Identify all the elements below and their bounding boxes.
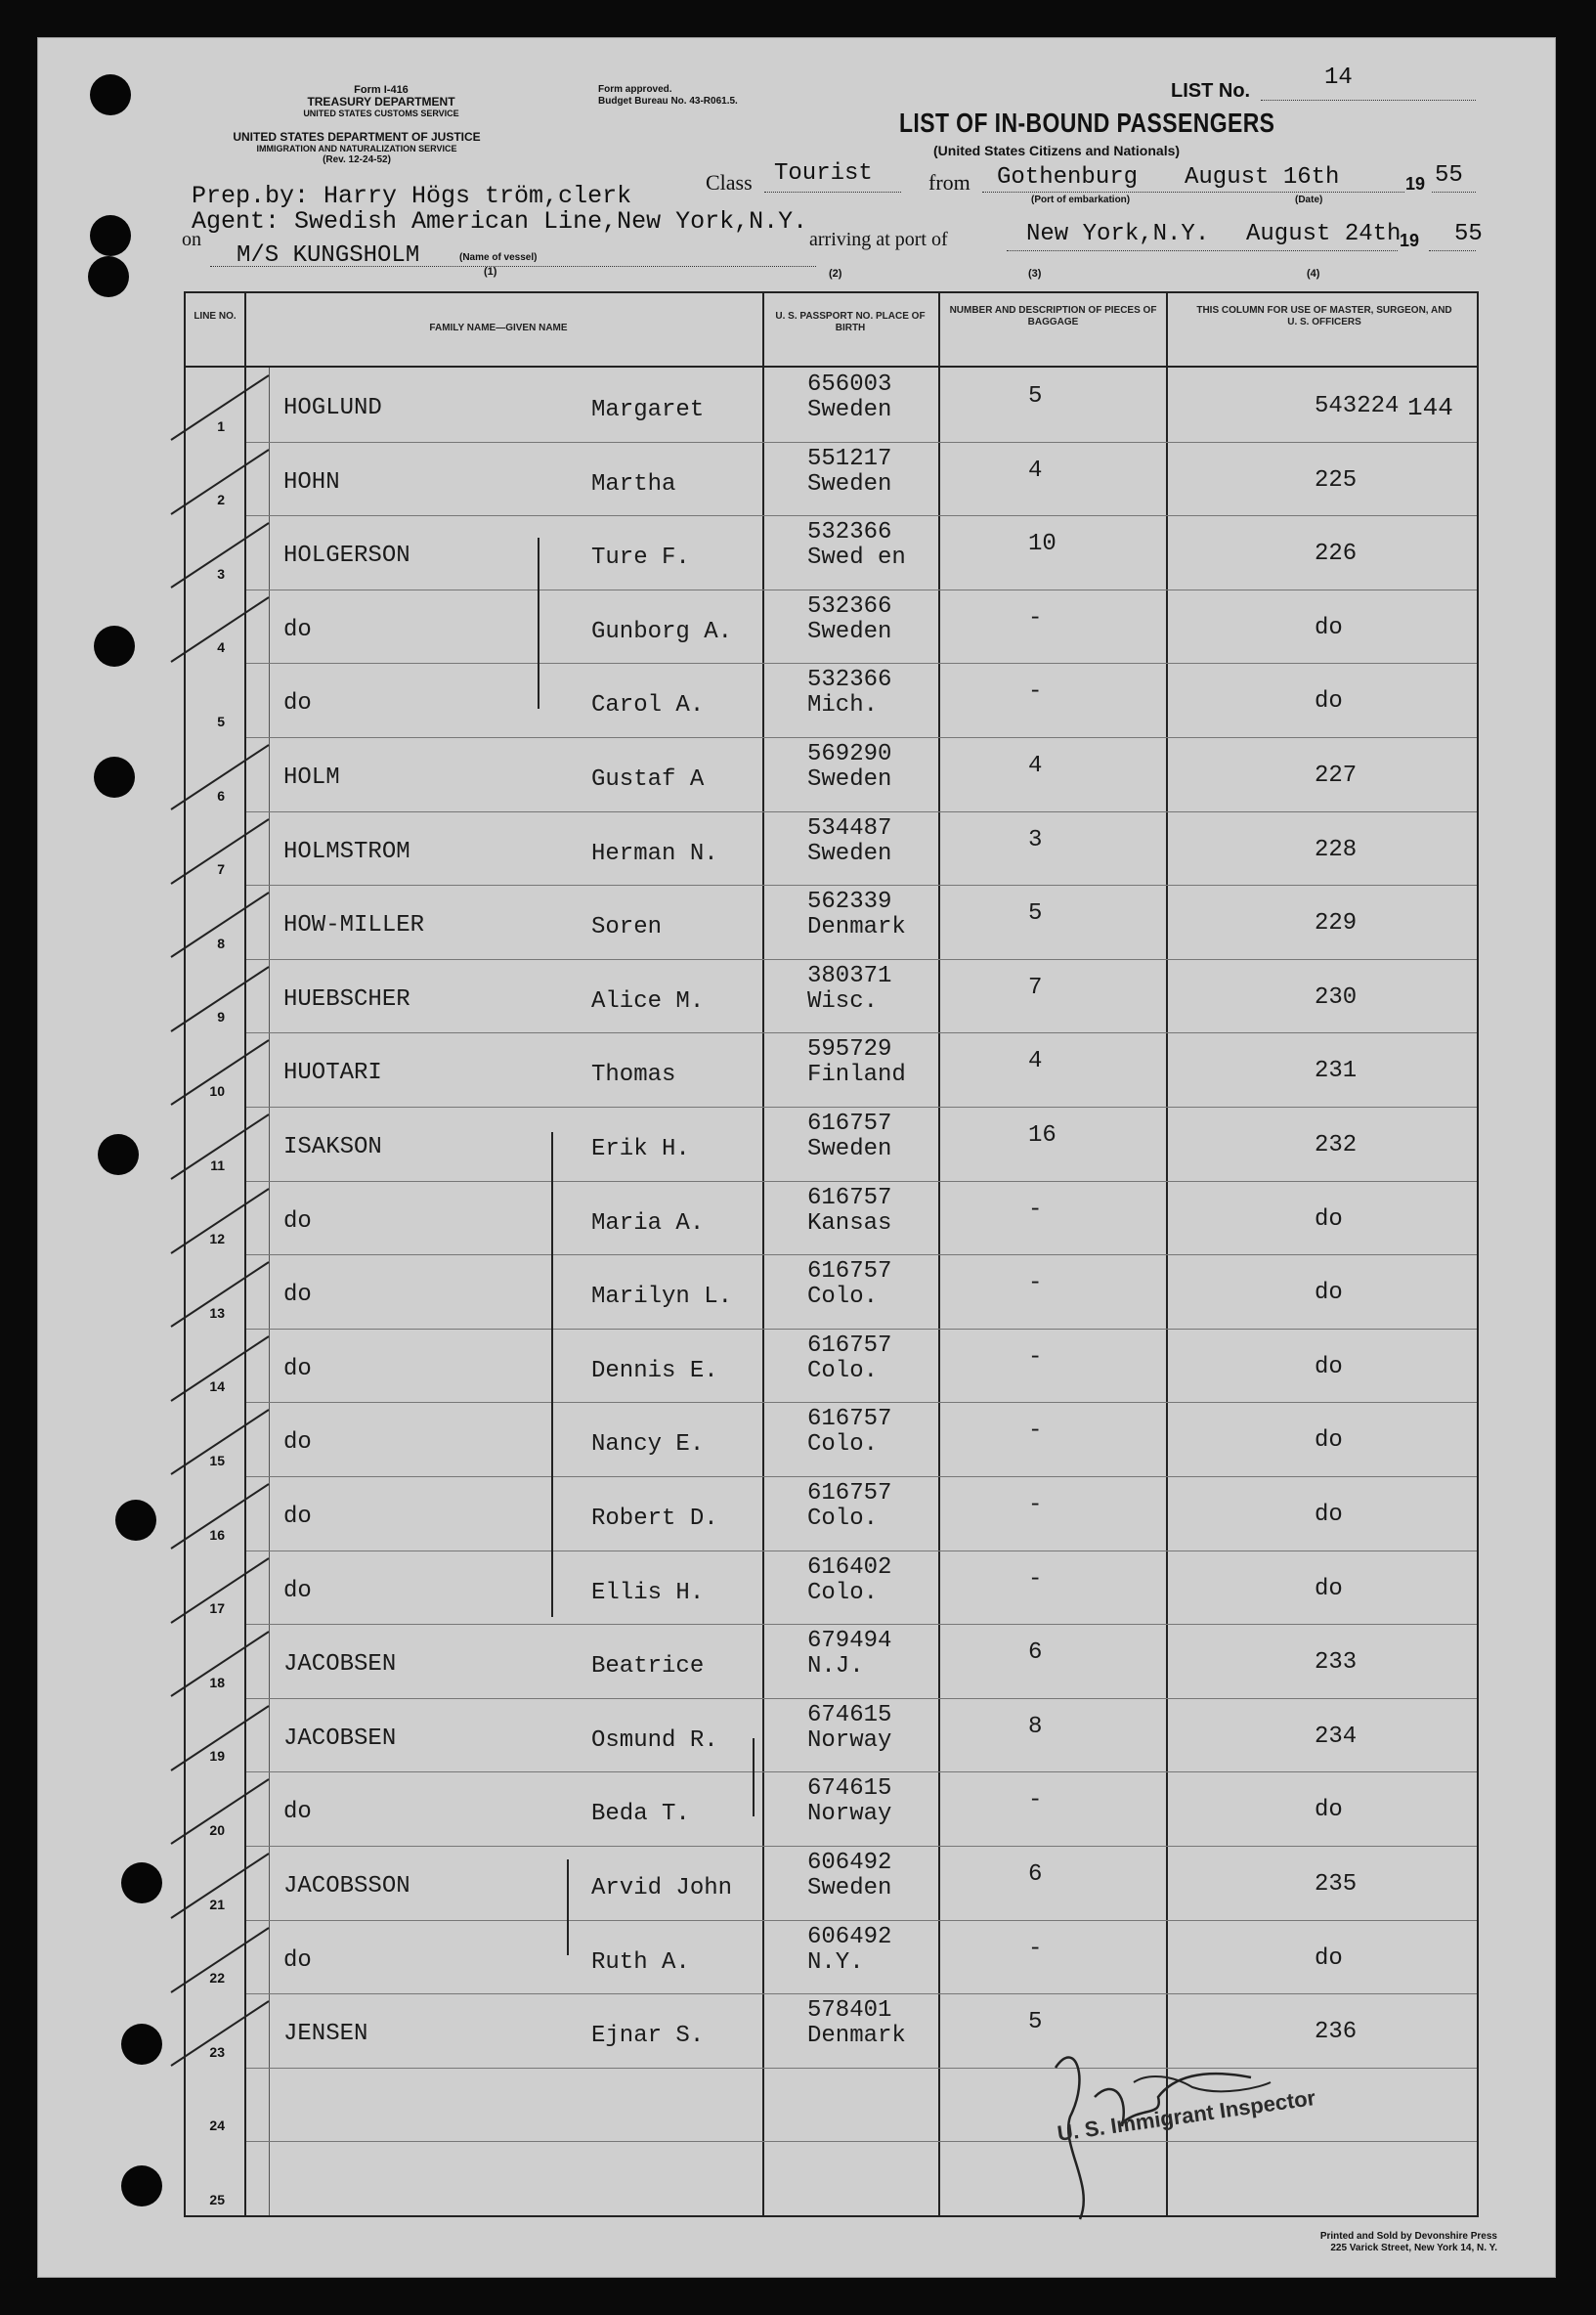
baggage-count: 4 (1028, 753, 1043, 779)
line-number: 15 (209, 1453, 225, 1468)
list-no-label: LIST No. (1171, 80, 1251, 102)
punch-hole (121, 2024, 162, 2065)
passport-no: 616757 (807, 1406, 892, 1433)
officer-number: do (1315, 1944, 1343, 1972)
officer-number: 235 (1315, 1871, 1358, 1898)
family-name: HOW-MILLER (283, 912, 425, 939)
place-of-birth: Sweden (807, 1136, 892, 1162)
place-of-birth: Swed en (807, 545, 906, 572)
line-number: 13 (209, 1304, 225, 1321)
given-name: Maria A. (591, 1209, 705, 1237)
family-name: do (283, 1355, 312, 1382)
place-of-birth: Sweden (807, 397, 892, 423)
form-approved: Form approved. (598, 84, 672, 95)
passport-no: 616757 (807, 1111, 892, 1137)
prepared-by: Prep.by: Harry Högs tröm,clerk (192, 182, 632, 210)
passenger-table (184, 291, 1479, 2217)
passport-no: 534487 (807, 814, 892, 842)
col-head-officers: THIS COLUMN FOR USE OF MASTER, SURGEON, AND U. S. OFFICERS (1196, 305, 1452, 328)
arriving-label: arriving at port of (809, 229, 948, 250)
arrival-date: August 24th (1246, 221, 1402, 247)
baggage-count: 7 (1028, 974, 1043, 1001)
family-name: do (283, 1577, 312, 1604)
given-name: Beda T. (591, 1801, 690, 1828)
place-of-birth: Wisc. (807, 987, 879, 1015)
from-label: from (928, 170, 971, 195)
family-name: JACOBSSON (283, 1873, 410, 1900)
checkmark-stroke (166, 1406, 274, 1484)
row-divider (246, 1624, 1477, 1625)
officer-number: 232 (1315, 1132, 1358, 1158)
family-bracket (538, 538, 539, 709)
checkmark-stroke (166, 1332, 274, 1411)
given-name: Ruth A. (591, 1948, 690, 1976)
place-of-birth: Sweden (807, 1875, 892, 1901)
agent-line: Agent: Swedish American Line,New York,N.Y. (192, 207, 808, 236)
year-prefix: 19 (1405, 174, 1426, 194)
family-name: do (283, 690, 312, 718)
department-immigration: IMMIGRATION AND NATURALIZATION SERVICE (256, 144, 457, 153)
given-name: Gunborg A. (591, 618, 733, 645)
punch-hole (115, 1500, 156, 1541)
line-number: 12 (209, 1231, 225, 1247)
passport-no: 616757 (807, 1258, 892, 1286)
from-port: Gothenburg (997, 164, 1139, 191)
place-of-birth: Sweden (807, 618, 892, 645)
officer-number: do (1315, 1353, 1343, 1380)
date-note: (Date) (1295, 195, 1323, 205)
baggage-count: 4 (1028, 457, 1043, 484)
officer-number: 236 (1315, 2019, 1358, 2046)
line-number: 20 (209, 1822, 225, 1838)
row-divider (246, 1846, 1477, 1847)
given-name: Soren (591, 914, 663, 941)
family-name: do (283, 1504, 312, 1530)
row-divider (246, 737, 1477, 738)
punch-hole (98, 1134, 139, 1175)
printer-footer-line1: Printed and Sold by Devonshire Press (1319, 2231, 1497, 2242)
family-name: HOLMSTROM (283, 838, 410, 865)
punch-hole (90, 74, 131, 115)
line-number: 9 (217, 1009, 225, 1026)
officer-number: do (1315, 614, 1343, 641)
officer-number: 226 (1315, 541, 1358, 568)
baggage-count: 10 (1028, 531, 1057, 558)
given-name: Alice M. (591, 987, 705, 1015)
row-divider (246, 442, 1477, 443)
passport-no: 532366 (807, 519, 892, 546)
from-date: August 16th (1185, 164, 1340, 191)
line-number: 17 (209, 1600, 225, 1617)
family-name: do (283, 1207, 312, 1235)
given-name: Herman N. (591, 840, 718, 867)
given-name: Osmund R. (591, 1726, 718, 1754)
checkmark-stroke (166, 1924, 274, 2002)
row-divider (246, 1476, 1477, 1477)
family-name: HOHN (283, 468, 340, 496)
place-of-birth: Norway (807, 1801, 892, 1828)
row-divider (246, 959, 1477, 960)
place-of-birth: Denmark (807, 2023, 906, 2050)
checkmark-stroke (166, 1480, 274, 1558)
checkmark-stroke (166, 1036, 274, 1114)
line-number: 14 (209, 1378, 225, 1395)
place-of-birth: Sweden (807, 840, 892, 867)
checkmark-stroke (166, 1554, 274, 1633)
family-name: JENSEN (283, 2021, 368, 2048)
line-number: 22 (209, 1970, 225, 1987)
row-divider (246, 1402, 1477, 1403)
place-of-birth: Colo. (807, 1431, 879, 1459)
family-name: do (283, 1429, 312, 1457)
row-divider (246, 1920, 1477, 1921)
line-number: 4 (217, 639, 225, 656)
officer-number: do (1315, 1427, 1343, 1455)
family-name: JACOBSEN (283, 1651, 397, 1679)
checkmark-stroke (166, 1111, 274, 1189)
given-name: Martha (591, 470, 676, 498)
line-number: 21 (209, 1896, 225, 1912)
officer-number: 225 (1315, 466, 1358, 494)
given-name: Nancy E. (591, 1431, 705, 1459)
row-divider (246, 811, 1477, 812)
family-bracket (753, 1738, 755, 1816)
given-name: Ellis H. (591, 1579, 705, 1606)
checkmark-stroke (166, 1258, 274, 1336)
line-number: 6 (217, 787, 225, 804)
place-of-birth: N.J. (807, 1653, 864, 1681)
given-name: Margaret (591, 397, 705, 423)
row-divider (246, 885, 1477, 886)
checkmark-stroke (166, 1702, 274, 1780)
given-name: Thomas (591, 1062, 676, 1089)
officer-number: 234 (1315, 1723, 1358, 1750)
column-number-4: (4) (1307, 268, 1320, 280)
checkmark-stroke (166, 1185, 274, 1263)
family-name: HOLM (283, 764, 340, 791)
officer-number: do (1315, 1575, 1343, 1602)
baggage-count: - (1028, 1492, 1043, 1518)
page-subtitle: (United States Citizens and Nationals) (933, 143, 1181, 158)
punch-hole (94, 626, 135, 667)
departure-year: 55 (1435, 162, 1463, 189)
passport-no: 578401 (807, 1997, 892, 2025)
passport-no: 569290 (807, 741, 892, 767)
family-name: HOGLUND (283, 395, 382, 421)
checkmark-stroke (166, 1850, 274, 1928)
place-of-birth: Colo. (807, 1357, 879, 1384)
baggage-count: 16 (1028, 1122, 1057, 1149)
line-number: 16 (209, 1526, 225, 1543)
place-of-birth: Colo. (807, 1579, 879, 1606)
given-name: Beatrice (591, 1653, 705, 1681)
officer-number: 230 (1315, 983, 1358, 1011)
class-label: Class (706, 170, 753, 195)
place-of-birth: Sweden (807, 470, 892, 498)
baggage-count: - (1028, 678, 1043, 706)
line-number: 3 (217, 565, 225, 582)
line-number: 2 (217, 492, 225, 508)
line-number: 19 (209, 1748, 225, 1765)
line-number: 1 (217, 417, 225, 434)
punch-hole (121, 2165, 162, 2206)
row-divider (246, 1329, 1477, 1330)
checkmark-stroke (166, 593, 274, 672)
officer-number: do (1315, 1205, 1343, 1233)
officer-number: do (1315, 1797, 1343, 1824)
checkmark-stroke (166, 371, 274, 450)
given-name: Robert D. (591, 1506, 718, 1532)
page-title: LIST OF IN-BOUND PASSENGERS (899, 108, 1275, 138)
line-number: 8 (217, 935, 225, 951)
baggage-count: 5 (1028, 2009, 1043, 2036)
place-of-birth: Sweden (807, 766, 892, 793)
punch-hole (94, 757, 135, 798)
baggage-count: - (1028, 604, 1043, 632)
budget-bureau-no: Budget Bureau No. 43-R061.5. (598, 96, 738, 107)
family-name: do (283, 616, 312, 643)
punch-hole (121, 1862, 162, 1903)
given-name: Gustaf A (591, 766, 705, 793)
officer-number: 229 (1315, 910, 1358, 938)
passport-no: 616402 (807, 1553, 892, 1581)
passport-no: 674615 (807, 1701, 892, 1728)
line-number: 23 (209, 2043, 225, 2060)
baggage-count: - (1028, 1196, 1043, 1223)
baggage-count: - (1028, 1935, 1043, 1962)
checkmark-stroke (166, 963, 274, 1041)
checkmark-stroke (166, 1628, 274, 1706)
form-number: Form I-416 (354, 84, 409, 96)
checkmark-stroke (166, 1775, 274, 1854)
baggage-count: 6 (1028, 1861, 1043, 1888)
passport-no: 656003 (807, 371, 892, 398)
passport-no: 616757 (807, 1332, 892, 1359)
baggage-count: - (1028, 1787, 1043, 1814)
passport-no: 595729 (807, 1036, 892, 1064)
place-of-birth: Mich. (807, 692, 879, 720)
line-number: 11 (210, 1157, 225, 1173)
vessel-name: M/S KUNGSHOLM (237, 242, 420, 269)
passport-no: 679494 (807, 1628, 892, 1655)
given-name: Carol A. (591, 692, 705, 720)
given-name: Erik H. (591, 1136, 690, 1162)
baggage-count: 6 (1028, 1639, 1043, 1667)
row-divider (246, 1993, 1477, 1994)
col-head-baggage: NUMBER AND DESCRIPTION OF PIECES OF BAGGAGE (949, 305, 1157, 328)
officer-number: do (1315, 1280, 1343, 1307)
checkmark-stroke (166, 741, 274, 819)
family-name: do (283, 1799, 312, 1826)
arrival-port: New York,N.Y. (1026, 221, 1210, 247)
baggage-count: - (1028, 1565, 1043, 1593)
place-of-birth: Finland (807, 1062, 906, 1089)
family-name: ISAKSON (283, 1134, 382, 1160)
officer-number: do (1315, 1502, 1343, 1528)
line-number: 18 (209, 1674, 225, 1690)
family-name: HUEBSCHER (283, 985, 410, 1013)
vessel-note: (Name of vessel) (459, 252, 538, 263)
line-number: 10 (209, 1083, 225, 1099)
column-number-1: (1) (484, 266, 497, 278)
officer-number: 228 (1315, 836, 1358, 863)
inspector-stamp-text: U. S. Immigrant Inspector (1056, 2085, 1317, 2146)
family-bracket (567, 1859, 569, 1955)
baggage-count: - (1028, 1418, 1043, 1445)
officer-number: 227 (1315, 763, 1358, 789)
row-divider (246, 1032, 1477, 1033)
baggage-count: - (1028, 1270, 1043, 1297)
family-name: HOLGERSON (283, 543, 410, 570)
department-justice: UNITED STATES DEPARTMENT OF JUSTICE (233, 130, 481, 144)
passport-no: 616757 (807, 1184, 892, 1211)
baggage-count: 8 (1028, 1713, 1043, 1740)
department-treasury: TREASURY DEPARTMENT (307, 95, 455, 109)
col-head-passport: U. S. PASSPORT NO. PLACE OF BIRTH (775, 311, 926, 333)
passport-no: 380371 (807, 962, 892, 989)
baggage-count: 5 (1028, 900, 1043, 928)
checkmark-stroke (166, 519, 274, 597)
checkmark-stroke (166, 815, 274, 894)
column-number-3: (3) (1028, 268, 1042, 280)
passport-no: 532366 (807, 592, 892, 620)
port-embarkation-note: (Port of embarkation) (1031, 195, 1131, 205)
baggage-count: 3 (1028, 826, 1043, 853)
checkmark-stroke (166, 446, 274, 524)
row-divider (246, 1771, 1477, 1772)
baggage-count: 5 (1028, 383, 1043, 410)
baggage-count: - (1028, 1343, 1043, 1371)
line-number: 5 (217, 714, 225, 729)
col-head-line-no: LINE NO. (194, 311, 237, 322)
passport-no: 551217 (807, 445, 892, 472)
on-label: on (182, 229, 201, 250)
row-divider (246, 1698, 1477, 1699)
passport-no: 562339 (807, 889, 892, 916)
baggage-count: 4 (1028, 1048, 1043, 1075)
passport-no: 674615 (807, 1775, 892, 1803)
place-of-birth: Colo. (807, 1284, 879, 1311)
line-number: 7 (217, 861, 225, 878)
checkmark-stroke (166, 889, 274, 967)
line-number: 25 (209, 2192, 225, 2207)
passport-no: 606492 (807, 1850, 892, 1876)
family-name: HUOTARI (283, 1060, 382, 1087)
passport-no: 616757 (807, 1480, 892, 1507)
department-customs: UNITED STATES CUSTOMS SERVICE (303, 109, 459, 118)
punch-hole (88, 256, 129, 297)
place-of-birth: Denmark (807, 914, 906, 941)
place-of-birth: N.Y. (807, 1948, 864, 1976)
place-of-birth: Norway (807, 1726, 892, 1754)
printer-footer-line2: 225 Varick Street, New York 14, N. Y. (1330, 2243, 1497, 2253)
given-name: Ejnar S. (591, 2023, 705, 2050)
officer-number: 543224 (1315, 393, 1400, 419)
officer-number: 233 (1315, 1649, 1358, 1677)
officer-number: do (1315, 688, 1343, 716)
passport-no: 606492 (807, 1923, 892, 1950)
row-divider (246, 1254, 1477, 1255)
line-number: 24 (209, 2118, 225, 2134)
given-name: Dennis E. (591, 1357, 718, 1384)
punch-hole (90, 215, 131, 256)
col-head-name: FAMILY NAME—GIVEN NAME (429, 323, 568, 333)
given-name: Ture F. (591, 545, 690, 572)
checkmark-stroke (166, 1997, 274, 2075)
passport-no: 532366 (807, 667, 892, 694)
family-name: do (283, 1946, 312, 1974)
column-number-2: (2) (829, 268, 842, 280)
place-of-birth: Colo. (807, 1506, 879, 1532)
officer-extra-number: 144 (1407, 393, 1453, 422)
row-divider (246, 515, 1477, 516)
given-name: Arvid John (591, 1875, 733, 1901)
family-name: do (283, 1282, 312, 1309)
row-divider (246, 663, 1477, 664)
family-bracket (551, 1132, 553, 1617)
place-of-birth: Kansas (807, 1209, 892, 1237)
given-name: Marilyn L. (591, 1284, 733, 1311)
class-value: Tourist (774, 160, 873, 187)
row-divider (246, 1181, 1477, 1182)
family-name: JACOBSEN (283, 1725, 397, 1752)
form-revision: (Rev. 12-24-52) (323, 154, 391, 165)
row-divider (246, 1107, 1477, 1108)
list-no-value: 14 (1324, 65, 1353, 91)
arrival-year: 55 (1454, 221, 1483, 247)
year-prefix-2: 19 (1400, 231, 1420, 250)
officer-number: 231 (1315, 1058, 1358, 1085)
